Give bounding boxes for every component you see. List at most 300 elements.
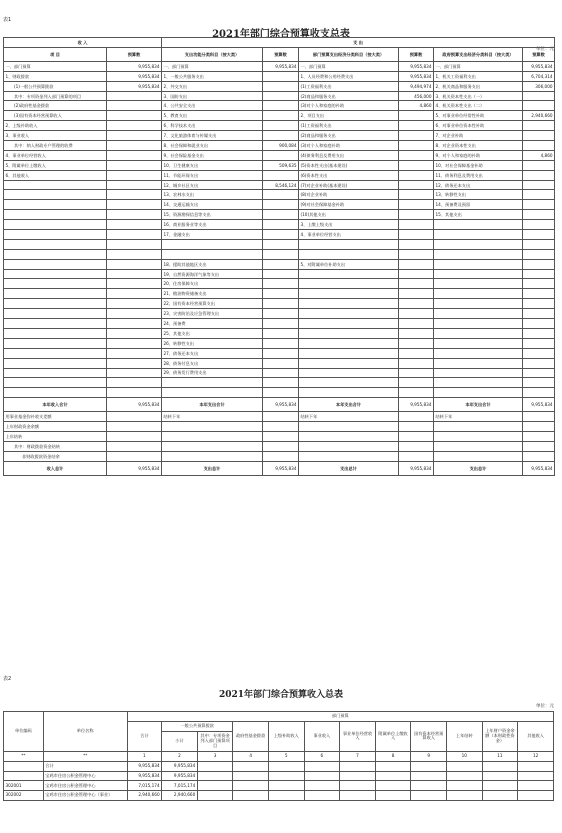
col-header-business-income: 事业收入 <box>304 721 340 751</box>
amount-cell: 9,494,974 <box>399 81 434 91</box>
amount-cell <box>263 412 299 422</box>
col-header-gov: 政府预算支出经济分类科目（按大类） <box>434 47 523 61</box>
amount-cell <box>399 319 434 329</box>
row-label-cell: 7、文化旅游体育与传媒支出 <box>162 131 263 141</box>
amount-cell <box>523 319 555 329</box>
row-label-cell <box>434 230 523 240</box>
amount-cell <box>399 131 434 141</box>
table-row <box>4 190 555 200</box>
amount-cell: 8,546,124 <box>263 180 299 190</box>
amount-cell <box>340 781 376 791</box>
amount-cell <box>447 781 483 791</box>
amount-cell <box>375 771 411 781</box>
amount-cell <box>523 200 555 210</box>
amount-cell <box>523 269 555 279</box>
amount-cell <box>399 210 434 220</box>
row-label-cell <box>434 279 523 289</box>
row-label-cell: (1)工资福利支出 <box>299 121 399 131</box>
amount-cell <box>263 220 299 230</box>
amount-cell: 900,084 <box>263 141 299 151</box>
amount-cell <box>263 121 299 131</box>
amount-cell <box>523 131 555 141</box>
table2-tag: 表2 <box>3 676 12 682</box>
amount-cell <box>107 451 162 461</box>
amount-cell: 9,955,834 <box>523 398 555 412</box>
amount-cell: 9,955,834 <box>107 61 162 71</box>
amount-cell: 9,955,834 <box>127 761 162 771</box>
table-row <box>4 200 555 210</box>
amount-cell <box>263 388 299 398</box>
table-row <box>4 398 555 412</box>
unit-name-cell: 宝鸡市住房公积金管理中心 <box>43 771 127 781</box>
row-label-cell <box>434 348 523 358</box>
row-label-cell: 22、国有资本经营预算支出 <box>162 299 263 309</box>
amount-cell <box>263 150 299 160</box>
amount-cell <box>263 299 299 309</box>
amount-cell <box>399 279 434 289</box>
row-label-cell <box>299 328 399 338</box>
amount-cell: 456,000 <box>399 91 434 101</box>
table-row <box>4 319 555 329</box>
amount-cell <box>399 269 434 279</box>
amount-cell <box>107 422 162 432</box>
row-label-cell <box>434 220 523 230</box>
amount-cell <box>375 791 411 801</box>
row-label-cell: 1、一般公共服务支出 <box>162 71 263 81</box>
amount-cell <box>263 328 299 338</box>
row-label-cell: 17、金融支出 <box>162 230 263 240</box>
amount-cell <box>523 180 555 190</box>
row-label-cell <box>4 269 107 279</box>
unit-code-cell <box>4 771 44 781</box>
unit-name-cell: 宝鸡市住房公积金管理中心（事业） <box>43 791 127 801</box>
income-expense-summary-table <box>3 37 555 476</box>
row-label-cell: 11、债务利息及费用支出 <box>434 170 523 180</box>
row-label-cell <box>4 358 107 368</box>
table-row <box>4 368 555 378</box>
amount-cell <box>399 338 434 348</box>
row-label-cell: 一、部门预算 <box>162 61 263 71</box>
row-label-cell: (1)工资福利支出 <box>299 81 399 91</box>
row-label-cell <box>4 328 107 338</box>
table-row <box>4 791 554 801</box>
amount-cell <box>399 368 434 378</box>
amount-cell: 306,000 <box>523 81 555 91</box>
column-index-cell: ** <box>4 751 44 761</box>
row-label-cell: 25、其他支出 <box>162 328 263 338</box>
row-label-cell: 本年收入合计 <box>4 398 107 412</box>
row-label-cell <box>4 289 107 299</box>
table-row <box>4 239 555 249</box>
amount-cell <box>399 412 434 422</box>
column-index-cell: 7 <box>340 751 376 761</box>
amount-cell <box>107 121 162 131</box>
column-index-cell: 4 <box>233 751 269 761</box>
amount-cell: 9,955,834 <box>523 461 555 475</box>
amount-cell <box>263 239 299 249</box>
table-row <box>4 210 555 220</box>
amount-cell <box>233 791 269 801</box>
amount-cell <box>107 230 162 240</box>
row-label-cell: (9)对社会保障基金补助 <box>299 200 399 210</box>
row-label-cell: 26、转移性支出 <box>162 338 263 348</box>
table-row <box>4 431 555 441</box>
row-label-cell <box>299 348 399 358</box>
row-label-cell: 9、对个人和家庭的补助 <box>434 150 523 160</box>
row-label-cell: (4)债务利息及费用支出 <box>299 150 399 160</box>
row-label-cell <box>4 259 107 269</box>
row-label-cell <box>299 378 399 388</box>
amount-cell <box>263 81 299 91</box>
amount-cell: 9,955,834 <box>162 761 198 771</box>
row-label-cell <box>434 388 523 398</box>
col-header-total: 合计 <box>127 721 162 751</box>
amount-cell <box>399 441 434 451</box>
table-row <box>4 131 555 141</box>
row-label-cell <box>4 388 107 398</box>
col-header-item: 项 目 <box>4 47 107 61</box>
col-header-amount: 预算数 <box>107 47 162 61</box>
amount-cell <box>263 451 299 461</box>
row-label-cell <box>299 368 399 378</box>
row-label-cell: 4、公共安全支出 <box>162 101 263 111</box>
amount-cell <box>107 299 162 309</box>
table-row <box>4 761 554 771</box>
row-label-cell <box>434 289 523 299</box>
row-label-cell: 7、对企业补助 <box>434 131 523 141</box>
amount-cell <box>447 791 483 801</box>
amount-cell <box>304 781 340 791</box>
table-row <box>4 111 555 121</box>
column-index-cell: 6 <box>304 751 340 761</box>
amount-cell <box>107 131 162 141</box>
amount-cell: 2,940,660 <box>523 111 555 121</box>
amount-cell <box>263 319 299 329</box>
amount-cell: 9,955,834 <box>162 771 198 781</box>
amount-cell <box>523 388 555 398</box>
amount-cell <box>399 160 434 170</box>
amount-cell <box>107 309 162 319</box>
amount-cell <box>523 170 555 180</box>
row-label-cell: 上年结转 <box>4 431 107 441</box>
row-label-cell: 3、机关资本性支出（一） <box>434 91 523 101</box>
amount-cell <box>304 791 340 801</box>
amount-cell <box>399 289 434 299</box>
amount-cell <box>399 121 434 131</box>
amount-cell <box>399 200 434 210</box>
row-label-cell <box>434 269 523 279</box>
table-row <box>4 230 555 240</box>
col-header-balance: 上年财户资金余额（本财政性资金） <box>482 721 518 751</box>
row-label-cell <box>4 239 107 249</box>
amount-cell <box>523 141 555 151</box>
row-label-cell: 1、财政拨款 <box>4 71 107 81</box>
row-label-cell <box>434 309 523 319</box>
col-header-upper-subsidy: 上级补助收入 <box>268 721 304 751</box>
row-label-cell: (1)一般公共预算拨款 <box>4 81 107 91</box>
row-label-cell <box>299 249 399 259</box>
amount-cell: 9,955,834 <box>107 461 162 475</box>
row-label-cell: 6、其他收入 <box>4 170 107 180</box>
table-row <box>4 412 555 422</box>
amount-cell: 9,955,834 <box>399 398 434 412</box>
amount-cell <box>263 249 299 259</box>
amount-cell <box>107 431 162 441</box>
row-label-cell: 5、教育支出 <box>162 111 263 121</box>
row-label-cell <box>434 338 523 348</box>
row-label-cell: 24、预备费 <box>162 319 263 329</box>
row-label-cell: (8)对企业补助 <box>299 190 399 200</box>
amount-cell <box>197 781 233 791</box>
amount-cell: 9,955,834 <box>107 71 162 81</box>
row-label-cell <box>434 431 523 441</box>
amount-cell <box>263 338 299 348</box>
amount-cell: 9,955,834 <box>399 71 434 81</box>
row-label-cell: 13、农林水支出 <box>162 190 263 200</box>
column-index-cell: 12 <box>518 751 554 761</box>
amount-cell <box>375 761 411 771</box>
amount-cell <box>107 210 162 220</box>
amount-cell: 7,015,174 <box>162 781 198 791</box>
col-header-amount: 预算数 <box>263 47 299 61</box>
row-label-cell <box>162 441 263 451</box>
col-header-general-budget: 一般公共预算拨款 <box>162 721 233 731</box>
row-label-cell <box>4 309 107 319</box>
row-label-cell: 12、债务还本支出 <box>434 180 523 190</box>
amount-cell <box>263 111 299 121</box>
table-row <box>4 259 555 269</box>
col-header-name: 单位名称 <box>43 712 127 752</box>
row-label-cell: 一、部门预算 <box>4 61 107 71</box>
col-header-carryover: 上年结转 <box>447 721 483 751</box>
table-row <box>4 309 555 319</box>
amount-cell: 509,635 <box>263 160 299 170</box>
row-label-cell: 10、卫生健康支出 <box>162 160 263 170</box>
row-label-cell <box>4 200 107 210</box>
amount-cell <box>482 761 518 771</box>
amount-cell <box>107 200 162 210</box>
row-label-cell <box>299 239 399 249</box>
col-header-dept: 部门预算支出经济分类科目（按大类） <box>299 47 399 61</box>
row-label-cell <box>434 249 523 259</box>
row-label-cell: 结转下年 <box>434 412 523 422</box>
unit-name-cell: 宝鸡市住房公积金管理中心 <box>43 781 127 791</box>
amount-cell: 9,955,834 <box>263 61 299 71</box>
amount-cell <box>107 338 162 348</box>
table1-tag: 表1 <box>3 17 12 23</box>
row-label-cell <box>434 451 523 461</box>
row-label-cell <box>299 431 399 441</box>
amount-cell <box>107 328 162 338</box>
amount-cell <box>263 289 299 299</box>
row-label-cell: 5、附属单位上缴收入 <box>4 160 107 170</box>
table-row <box>4 289 555 299</box>
row-label-cell <box>162 451 263 461</box>
amount-cell <box>340 791 376 801</box>
row-label-cell: (10)其他支出 <box>299 210 399 220</box>
table-row <box>4 338 555 348</box>
row-label-cell: 11、节能环保支出 <box>162 170 263 180</box>
col-header-operating-income: 事业单位经营收入 <box>340 721 376 751</box>
amount-cell: 9,955,834 <box>523 61 555 71</box>
row-label-cell <box>162 422 263 432</box>
table2-unit: 单位：元 <box>536 704 554 709</box>
amount-cell <box>399 388 434 398</box>
row-label-cell <box>162 388 263 398</box>
row-label-cell: 6、对事业单位资本性补助 <box>434 121 523 131</box>
row-label-cell: 13、转移性支出 <box>434 190 523 200</box>
dept-budget-header: 部门预算 <box>127 712 553 722</box>
amount-cell <box>523 91 555 101</box>
amount-cell <box>263 269 299 279</box>
row-label-cell: 19、自然资源海洋气象等支出 <box>162 269 263 279</box>
row-label-cell: 3、事业收入 <box>4 131 107 141</box>
amount-cell: 6,704,314 <box>523 71 555 81</box>
row-label-cell <box>434 358 523 368</box>
row-label-cell: 9、社会保险基金支出 <box>162 150 263 160</box>
row-label-cell: (2)商品和服务支出 <box>299 131 399 141</box>
amount-cell <box>304 761 340 771</box>
table-row <box>4 781 554 791</box>
amount-cell <box>263 431 299 441</box>
amount-cell <box>411 761 447 771</box>
row-label-cell: 非财政拨款资金结余 <box>4 451 107 461</box>
amount-cell <box>263 441 299 451</box>
row-label-cell <box>4 338 107 348</box>
amount-cell <box>523 378 555 388</box>
amount-cell <box>447 761 483 771</box>
col-header-fund: 政府性基金拨款 <box>233 721 269 751</box>
row-label-cell <box>4 249 107 259</box>
row-label-cell: 5、对事业单位经常性补助 <box>434 111 523 121</box>
row-label-cell <box>299 422 399 432</box>
amount-cell <box>268 761 304 771</box>
amount-cell <box>399 309 434 319</box>
amount-cell <box>107 441 162 451</box>
table-row <box>4 461 555 475</box>
unit-code-cell: 302001 <box>4 781 44 791</box>
table-row <box>4 170 555 180</box>
amount-cell <box>107 170 162 180</box>
table-row <box>4 150 555 160</box>
table-row <box>4 378 555 388</box>
row-label-cell <box>299 338 399 348</box>
row-label-cell: 本年支出合计 <box>162 398 263 412</box>
amount-cell: 9,955,834 <box>127 771 162 781</box>
row-label-cell: 4、机关资本性支出（二） <box>434 101 523 111</box>
amount-cell <box>263 210 299 220</box>
amount-cell <box>107 348 162 358</box>
amount-cell <box>263 378 299 388</box>
col-header-state-capital: 国有资本经营预算收入 <box>411 721 447 751</box>
table-row <box>4 220 555 230</box>
row-label-cell: 1、机关工资福利支出 <box>434 71 523 81</box>
amount-cell <box>399 348 434 358</box>
amount-cell: 9,955,834 <box>107 81 162 91</box>
amount-cell <box>233 761 269 771</box>
amount-cell <box>399 239 434 249</box>
amount-cell <box>263 422 299 432</box>
amount-cell <box>107 101 162 111</box>
row-label-cell <box>4 210 107 220</box>
row-label-cell <box>4 230 107 240</box>
row-label-cell <box>299 279 399 289</box>
row-label-cell: 14、预备费及预留 <box>434 200 523 210</box>
amount-cell <box>268 791 304 801</box>
row-label-cell: 15、资源勘探信息等支出 <box>162 210 263 220</box>
row-label-cell <box>434 422 523 432</box>
row-label-cell: 2、上级补助收入 <box>4 121 107 131</box>
table-row <box>4 71 555 81</box>
row-label-cell <box>299 289 399 299</box>
amount-cell <box>197 791 233 801</box>
amount-cell <box>523 259 555 269</box>
row-label-cell <box>299 441 399 451</box>
row-label-cell <box>4 180 107 190</box>
amount-cell <box>107 319 162 329</box>
table1-unit: 单位：元 <box>536 47 554 52</box>
col-header-special-funds: 其中：专项资金列入部门预算项目 <box>197 731 233 751</box>
col-header-subtotal: 小计 <box>162 731 198 751</box>
amount-cell <box>399 141 434 151</box>
amount-cell <box>107 141 162 151</box>
row-label-cell: 4、事业单位经营收入 <box>4 150 107 160</box>
amount-cell <box>399 230 434 240</box>
amount-cell <box>107 150 162 160</box>
amount-cell <box>411 771 447 781</box>
amount-cell <box>263 358 299 368</box>
row-label-cell: 12、城乡社区支出 <box>162 180 263 190</box>
column-index-cell: 1 <box>127 751 162 761</box>
row-label-cell: 支出总计 <box>299 461 399 475</box>
col-header-amount: 预算数 <box>399 47 434 61</box>
amount-cell <box>107 91 162 101</box>
row-label-cell: 支出总计 <box>162 461 263 475</box>
amount-cell <box>107 190 162 200</box>
amount-cell: 4,860 <box>399 101 434 111</box>
row-label-cell: 14、交通运输支出 <box>162 200 263 210</box>
row-label-cell: (5)资本性支出(基本建设) <box>299 160 399 170</box>
amount-cell <box>523 441 555 451</box>
col-header-func: 支出功能分类科目（按大类） <box>162 47 263 61</box>
amount-cell <box>399 451 434 461</box>
row-label-cell <box>162 249 263 259</box>
amount-cell <box>399 180 434 190</box>
amount-cell <box>518 761 554 771</box>
amount-cell <box>304 771 340 781</box>
row-label-cell: (3)对个人和家庭的补助 <box>299 101 399 111</box>
table-row <box>4 388 555 398</box>
amount-cell <box>523 309 555 319</box>
amount-cell <box>107 358 162 368</box>
amount-cell: 9,955,834 <box>263 461 299 475</box>
row-label-cell: 一、部门预算 <box>434 61 523 71</box>
row-label-cell: 2、项目支出 <box>299 111 399 121</box>
amount-cell <box>523 412 555 422</box>
amount-cell <box>523 348 555 358</box>
amount-cell <box>523 220 555 230</box>
row-label-cell: 其中：财政拨款资金结转 <box>4 441 107 451</box>
row-label-cell: 29、债务发行费用支出 <box>162 368 263 378</box>
amount-cell <box>107 412 162 422</box>
amount-cell <box>263 170 299 180</box>
amount-cell: 2,940,660 <box>127 791 162 801</box>
row-label-cell: 23、灾害防治及应急管理支出 <box>162 309 263 319</box>
unit-name-cell: 合计 <box>43 761 127 771</box>
table-row <box>4 269 555 279</box>
amount-cell <box>399 422 434 432</box>
row-label-cell <box>4 190 107 200</box>
